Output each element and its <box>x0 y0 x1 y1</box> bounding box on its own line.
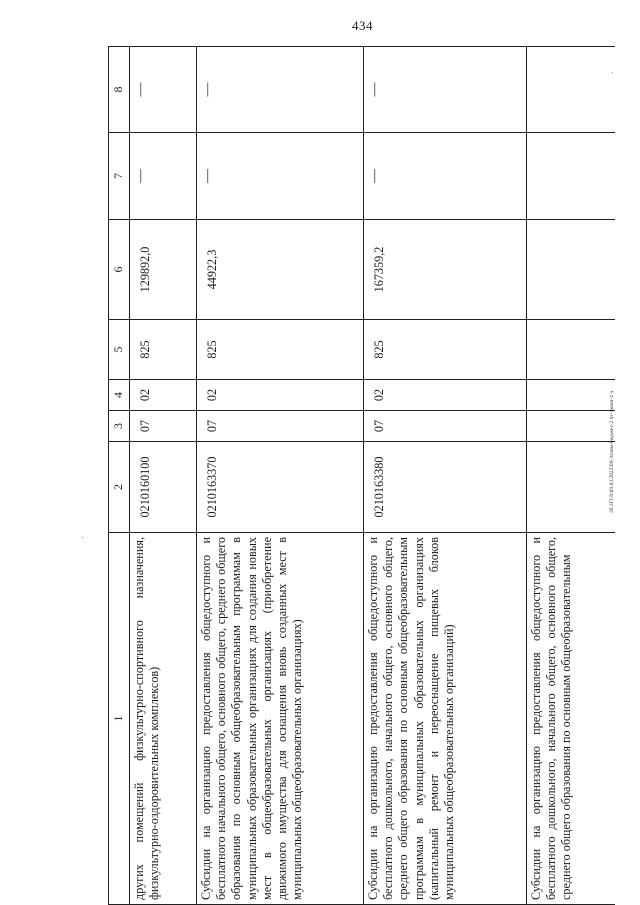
section-code: 07 <box>364 411 527 442</box>
header-col-3: 3 <box>109 411 130 442</box>
subsection-code: 02 <box>130 380 197 411</box>
table-row <box>527 47 616 905</box>
table-row <box>130 47 197 905</box>
target-article-code: 0210163370 <box>197 442 364 533</box>
header-col-5: 5 <box>109 320 130 380</box>
header-col-8: 8 <box>109 47 130 133</box>
col8-dash: — <box>364 47 527 133</box>
header-col-7: 7 <box>109 133 130 220</box>
header-col-1: 1 <box>109 533 130 905</box>
table-row <box>364 47 527 905</box>
amount-value: 167359,2 <box>364 220 527 320</box>
scan-speck <box>82 537 83 538</box>
subsection-code: 02 <box>364 380 527 411</box>
header-col-6: 6 <box>109 220 130 320</box>
page-number: 434 <box>352 18 373 33</box>
budget-table <box>108 46 615 905</box>
col8-dash: — <box>197 47 364 133</box>
expense-type-code: 825 <box>130 320 197 380</box>
col7-dash: — <box>130 133 197 220</box>
table-header-row <box>109 47 130 905</box>
rotated-page-content <box>92 0 597 905</box>
table-row <box>197 47 364 905</box>
expense-type-code: 825 <box>197 320 364 380</box>
row-description: Субсидии на организацию предоставления общедоступного и бесплатного начального общего, основного общего, среднего общего образования по основным общеобразовательным программам в муниципальных образовательных организациях для создания новых мест в общеобразовательных организациях (приобретение движимого имущества для оснащения вновь созданных мест в муниципальных общеобразовательных организациях) <box>197 533 364 905</box>
col8-dash <box>527 47 616 133</box>
subsection-code <box>527 380 616 411</box>
col7-dash: — <box>197 133 364 220</box>
header-col-4: 4 <box>109 380 130 411</box>
section-code <box>527 411 616 442</box>
col7-dash: — <box>364 133 527 220</box>
amount-value: 44922,3 <box>197 220 364 320</box>
header-col-2: 2 <box>109 442 130 533</box>
col7-dash <box>527 133 616 220</box>
amount-value <box>527 220 616 320</box>
row-description: Субсидии на организацию предоставления общедоступного и бесплатного дошкольного, начального общего, основного общего, среднего общего образования по основным общеобразовательным <box>527 533 616 905</box>
expense-type-code <box>527 320 616 380</box>
row-description: других помещений физкультурно-спортивного назначения, физкультурно-оздоровительных комплексов) <box>130 533 197 905</box>
target-article-code: 0210160100 <box>130 442 197 533</box>
amount-value: 129892,0 <box>130 220 197 320</box>
section-code: 07 <box>130 411 197 442</box>
subsection-code: 02 <box>197 380 364 411</box>
section-code: 07 <box>197 411 364 442</box>
target-article-code: 0210163380 <box>364 442 527 533</box>
expense-type-code: 825 <box>364 320 527 380</box>
document-file-code: 20.3ГС6\09.03.2022\09-34зем-бюджет-2 чт-закон-4 ч <box>609 390 615 514</box>
row-description: Субсидии на организацию предоставления общедоступного и бесплатного дошкольного, начального общего, основного общего, среднего общего образования по основным общеобразовательным программам в муниципальных образовательных организациях (капитальный ремонт и переоснащение пищевых блоков муниципальных общеобразовательных организаций) <box>364 533 527 905</box>
target-article-code <box>527 442 616 533</box>
col8-dash: — <box>130 47 197 133</box>
